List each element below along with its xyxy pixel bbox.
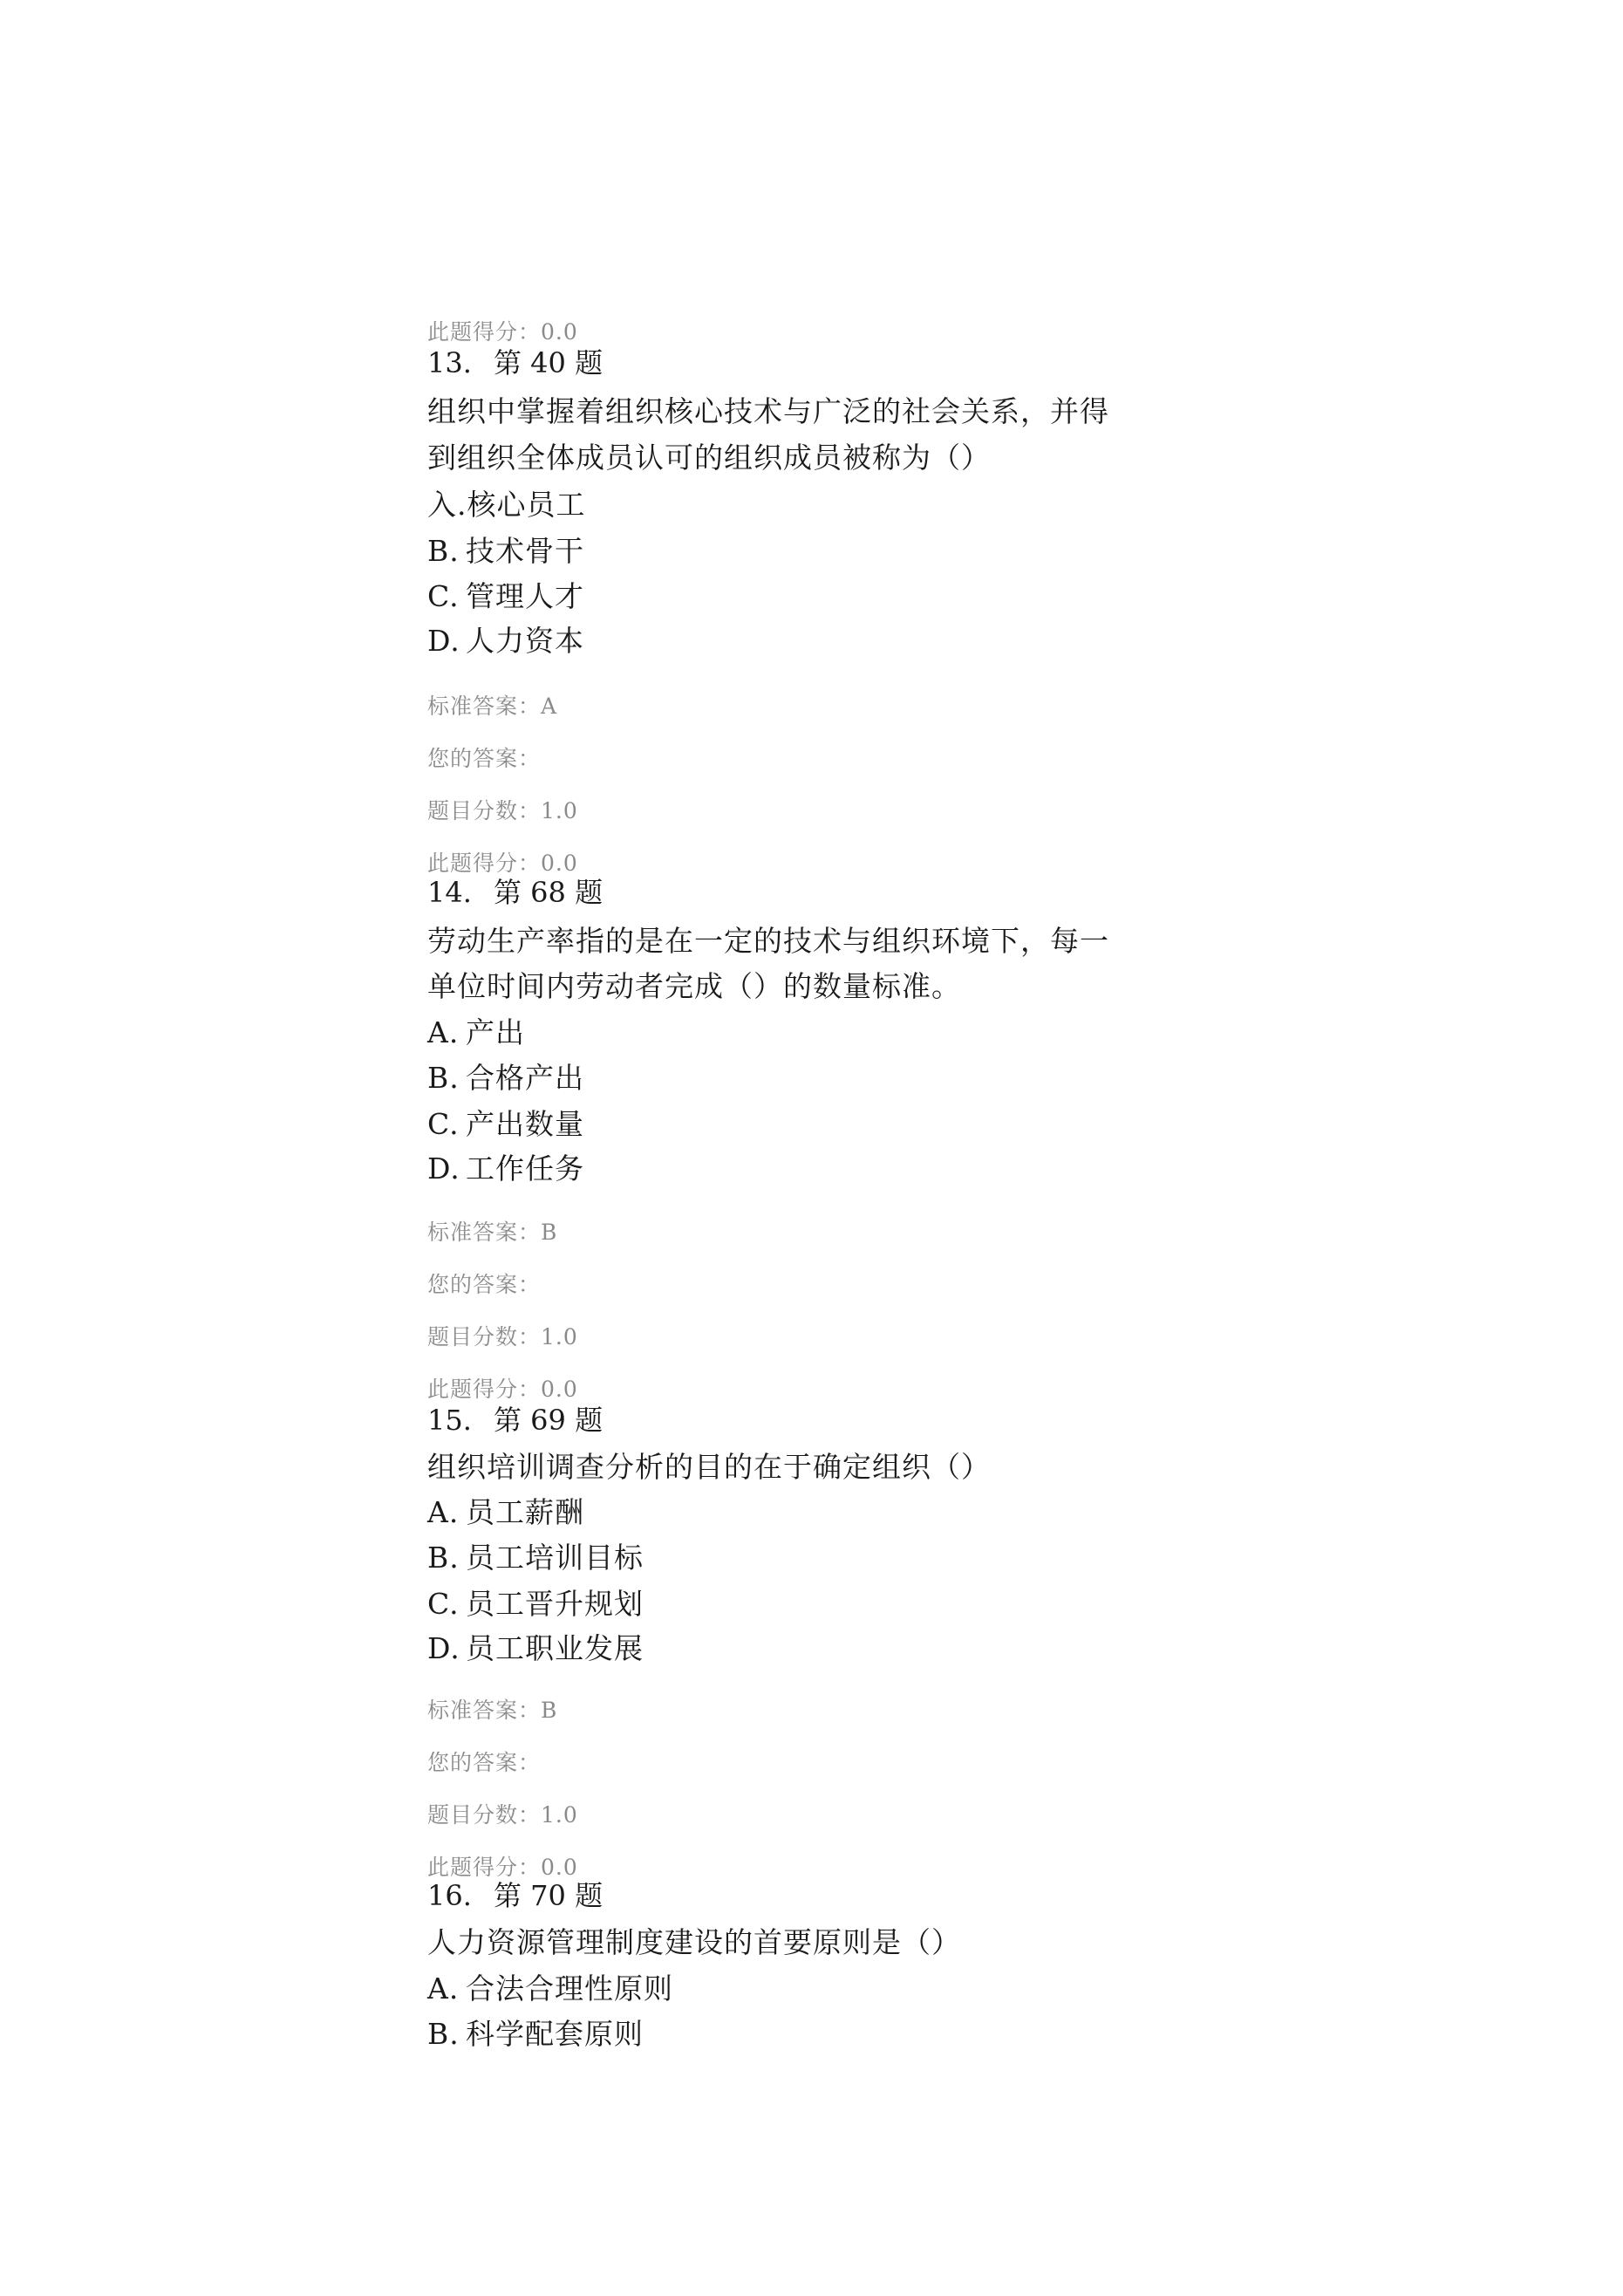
question-stem-line: 人力资源管理制度建设的首要原则是（） — [427, 1925, 961, 1959]
earned-score: 此题得分：0.0 — [427, 1377, 578, 1402]
your-answer: 您的答案： — [427, 1750, 542, 1775]
option-a: A. 员工薪酬 — [427, 1495, 584, 1529]
option-b: B. 科学配套原则 — [427, 2017, 644, 2051]
question-points: 题目分数：1.0 — [427, 1802, 578, 1828]
question-stem-line: 到组织全体成员认可的组织成员被称为（） — [427, 441, 991, 475]
standard-answer: 标准答案：B — [427, 1698, 558, 1723]
question-points: 题目分数：1.0 — [427, 798, 578, 823]
earned-score: 此题得分：0.0 — [427, 851, 578, 876]
question-header: 16. 第 70 题 — [427, 1879, 604, 1912]
your-answer: 您的答案： — [427, 1272, 542, 1297]
your-answer: 您的答案： — [427, 746, 542, 771]
option-a: A. 合法合理性原则 — [427, 1971, 673, 2006]
option-a: A. 产出 — [427, 1015, 525, 1049]
option-b: B. 技术骨干 — [427, 534, 584, 568]
question-header: 15. 第 69 题 — [427, 1404, 604, 1437]
question-stem-line: 单位时间内劳动者完成（）的数量标准。 — [427, 969, 961, 1003]
question-header: 14. 第 68 题 — [427, 876, 604, 909]
standard-answer: 标准答案：B — [427, 1220, 558, 1245]
question-points: 题目分数：1.0 — [427, 1324, 578, 1350]
option-c: C. 员工晋升规划 — [427, 1587, 644, 1621]
option-c: C. 产出数量 — [427, 1107, 584, 1141]
option-d: D. 人力资本 — [427, 624, 584, 658]
question-header: 13. 第 40 题 — [427, 346, 604, 379]
earned-score: 此题得分：0.0 — [427, 1855, 578, 1880]
option-d: D. 工作任务 — [427, 1151, 584, 1186]
option-c: C. 管理人才 — [427, 579, 584, 613]
option-d: D. 员工职业发展 — [427, 1631, 644, 1665]
standard-answer: 标准答案：A — [427, 694, 558, 719]
question-stem-line: 组织中掌握着组织核心技术与广泛的社会关系，并得 — [427, 394, 1109, 428]
question-stem-line: 劳动生产率指的是在一定的技术与组织环境下，每一 — [427, 924, 1109, 958]
prev-earned-score: 此题得分：0.0 — [427, 319, 578, 345]
option-b: B. 员工培训目标 — [427, 1541, 644, 1575]
option-a: 入.核心员工 — [427, 488, 586, 522]
option-b: B. 合格产出 — [427, 1061, 584, 1095]
question-stem-line: 组织培训调查分析的目的在于确定组织（） — [427, 1450, 991, 1484]
